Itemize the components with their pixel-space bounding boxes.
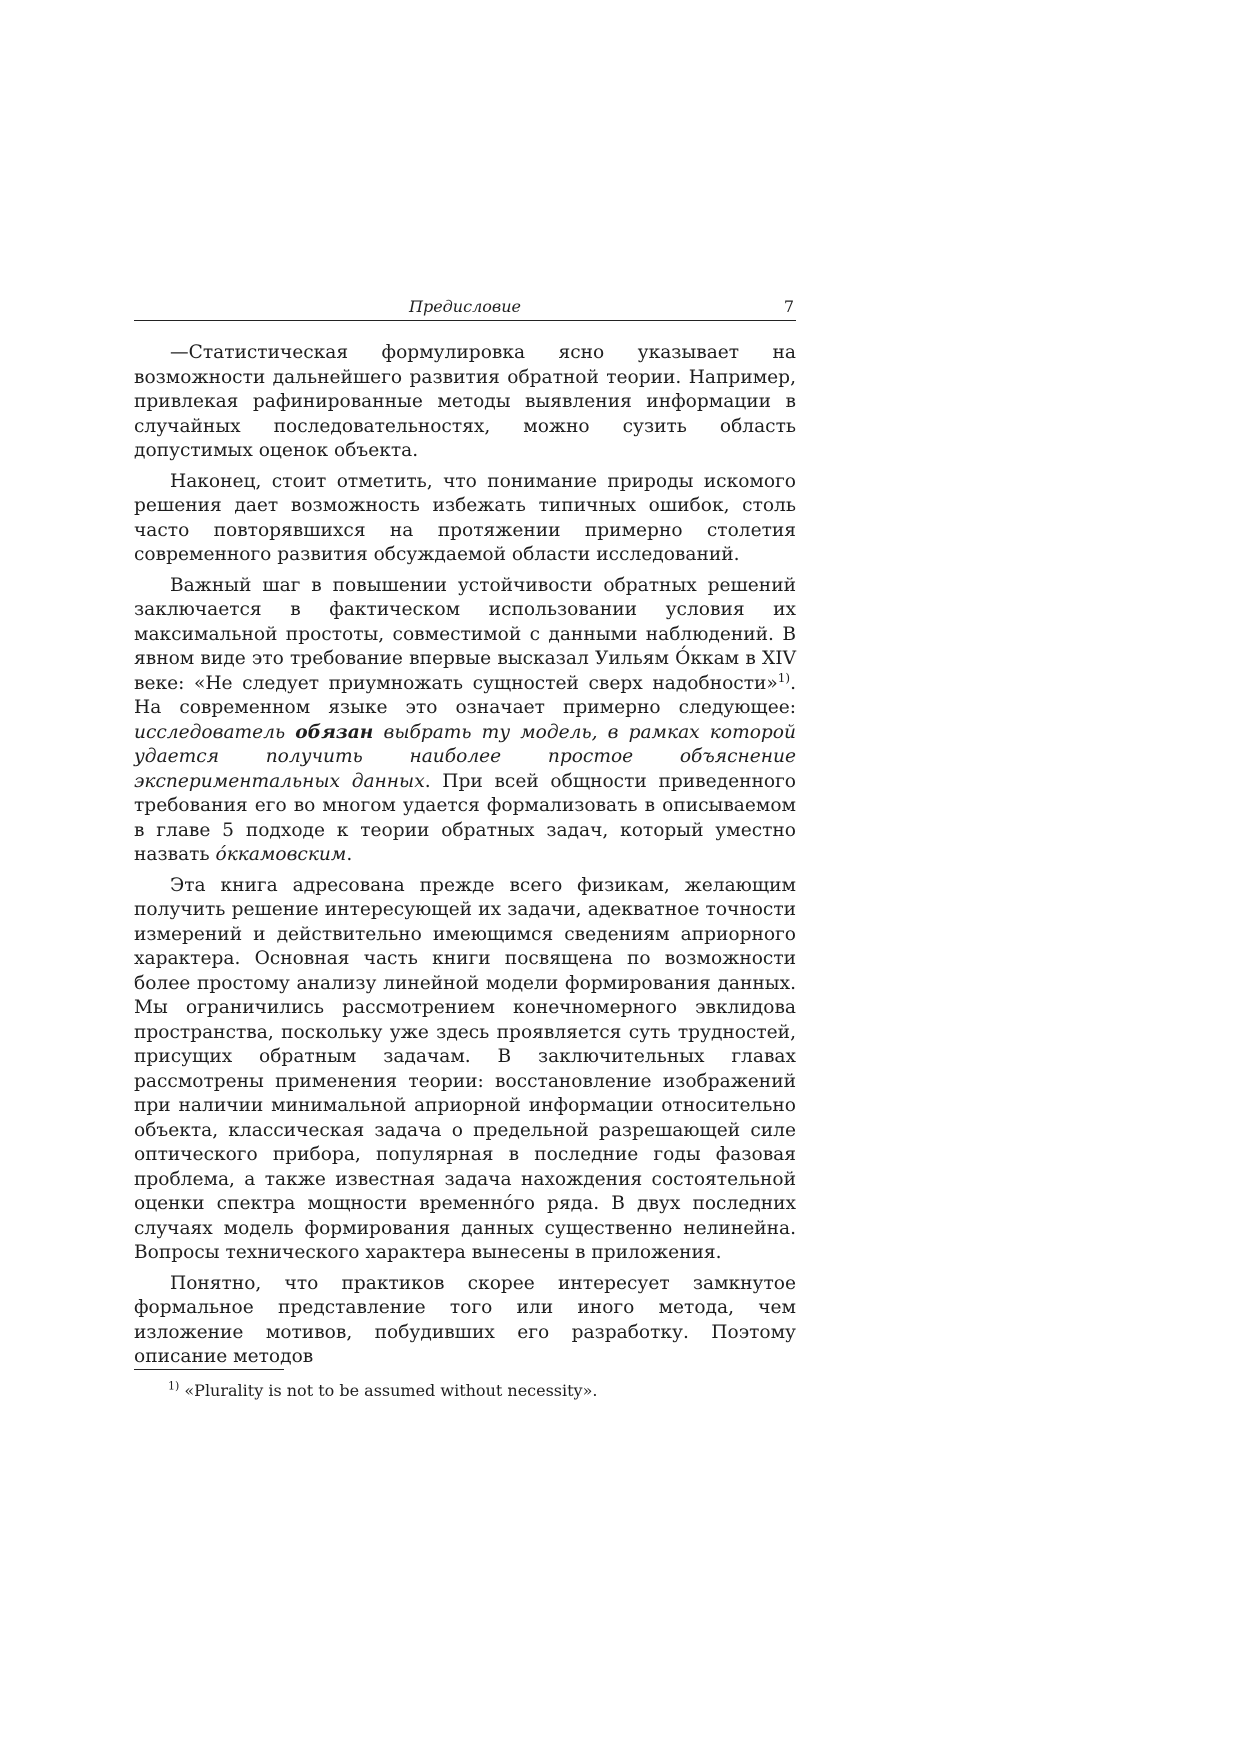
paragraph: Понятно, что практиков скорее интересует замкнутое формальное представление того или иного метода, чем изложение мотивов, побудивших его разработку. Поэтому описание методов xyxy=(134,1272,796,1367)
paragraph-text: . На современном языке это означает примерно следующее: xyxy=(134,672,796,718)
emphasis-text: о́ккамовским xyxy=(215,844,347,865)
running-head xyxy=(134,296,796,321)
strong-emphasis-text: обязан xyxy=(295,721,374,743)
page-content xyxy=(134,296,796,1370)
footnote-rule xyxy=(134,1369,284,1370)
page-number: 7 xyxy=(783,297,794,316)
footnote-reference: 1) xyxy=(777,670,791,685)
paragraph-text: . При всей общности приведенного требования его во многом удается формализовать в описываемом в главе 5 подходе к теории обратных задач, который уместно назвать xyxy=(134,770,796,865)
footnote-mark: 1) xyxy=(168,1379,180,1393)
footnote-text: «Plurality is not to be assumed without necessity». xyxy=(179,1381,598,1400)
paragraph-text: . xyxy=(346,844,353,865)
paragraph-text: Важный шаг в повышении устойчивости обратных решений заключается в фактическом использовании условия их максимальной простоты, совместимой с данными наблюдений. В явном виде это требование впервые высказал Уильям О́ккам в XIV веке: «Не следует приумножать сущностей сверх надобности» xyxy=(134,574,796,694)
paragraph: —Статистическая формулировка ясно указывает на возможности дальнейшего развития обратной теории. Например, привлекая рафинированные методы выявления информации в случайных последовательностях, можно сузить область допустимых оценок объекта. xyxy=(134,342,796,461)
body-text xyxy=(134,341,796,1370)
emphasis-text: выбрать ту модель, в рамках которой удается получить наиболее простое объяснение экспериментальных данных xyxy=(134,721,796,792)
paragraph xyxy=(134,574,796,868)
paragraph: Эта книга адресована прежде всего физикам, желающим получить решение интересующей их задачи, адекватное точности измерений и действительно имеющимся сведениям априорного характера. Основная часть книги посвящена по возможности более простому анализу линейной модели формирования данных. Мы ограничились рассмотрением конечномерного эвклидова пространства, поскольку уже здесь проявляется суть трудностей, присущих обратным задачам. В заключительных главах рассмотрены применения теории: восстановление изображений при наличии минимальной априорной информации относительно объекта, классическая задача о предельной разрешающей силе оптического прибора, популярная в последние годы фазовая проблема, а также известная задача нахождения состоятельной оценки спектра мощности временно́го ряда. В двух последних случаях модель формирования данных существенно нелинейна. Вопросы технического характера вынесены в приложения. xyxy=(134,874,796,1263)
emphasis-text: исследователь xyxy=(134,721,286,743)
footnote xyxy=(168,1380,788,1402)
paragraph: Наконец, стоит отметить, что понимание природы искомого решения дает возможность избежать типичных ошибок, столь часто повторявшихся на протяжении примерно столетия современного развития обсуждаемой области исследований. xyxy=(134,470,796,565)
running-title: Предисловие xyxy=(409,297,521,316)
